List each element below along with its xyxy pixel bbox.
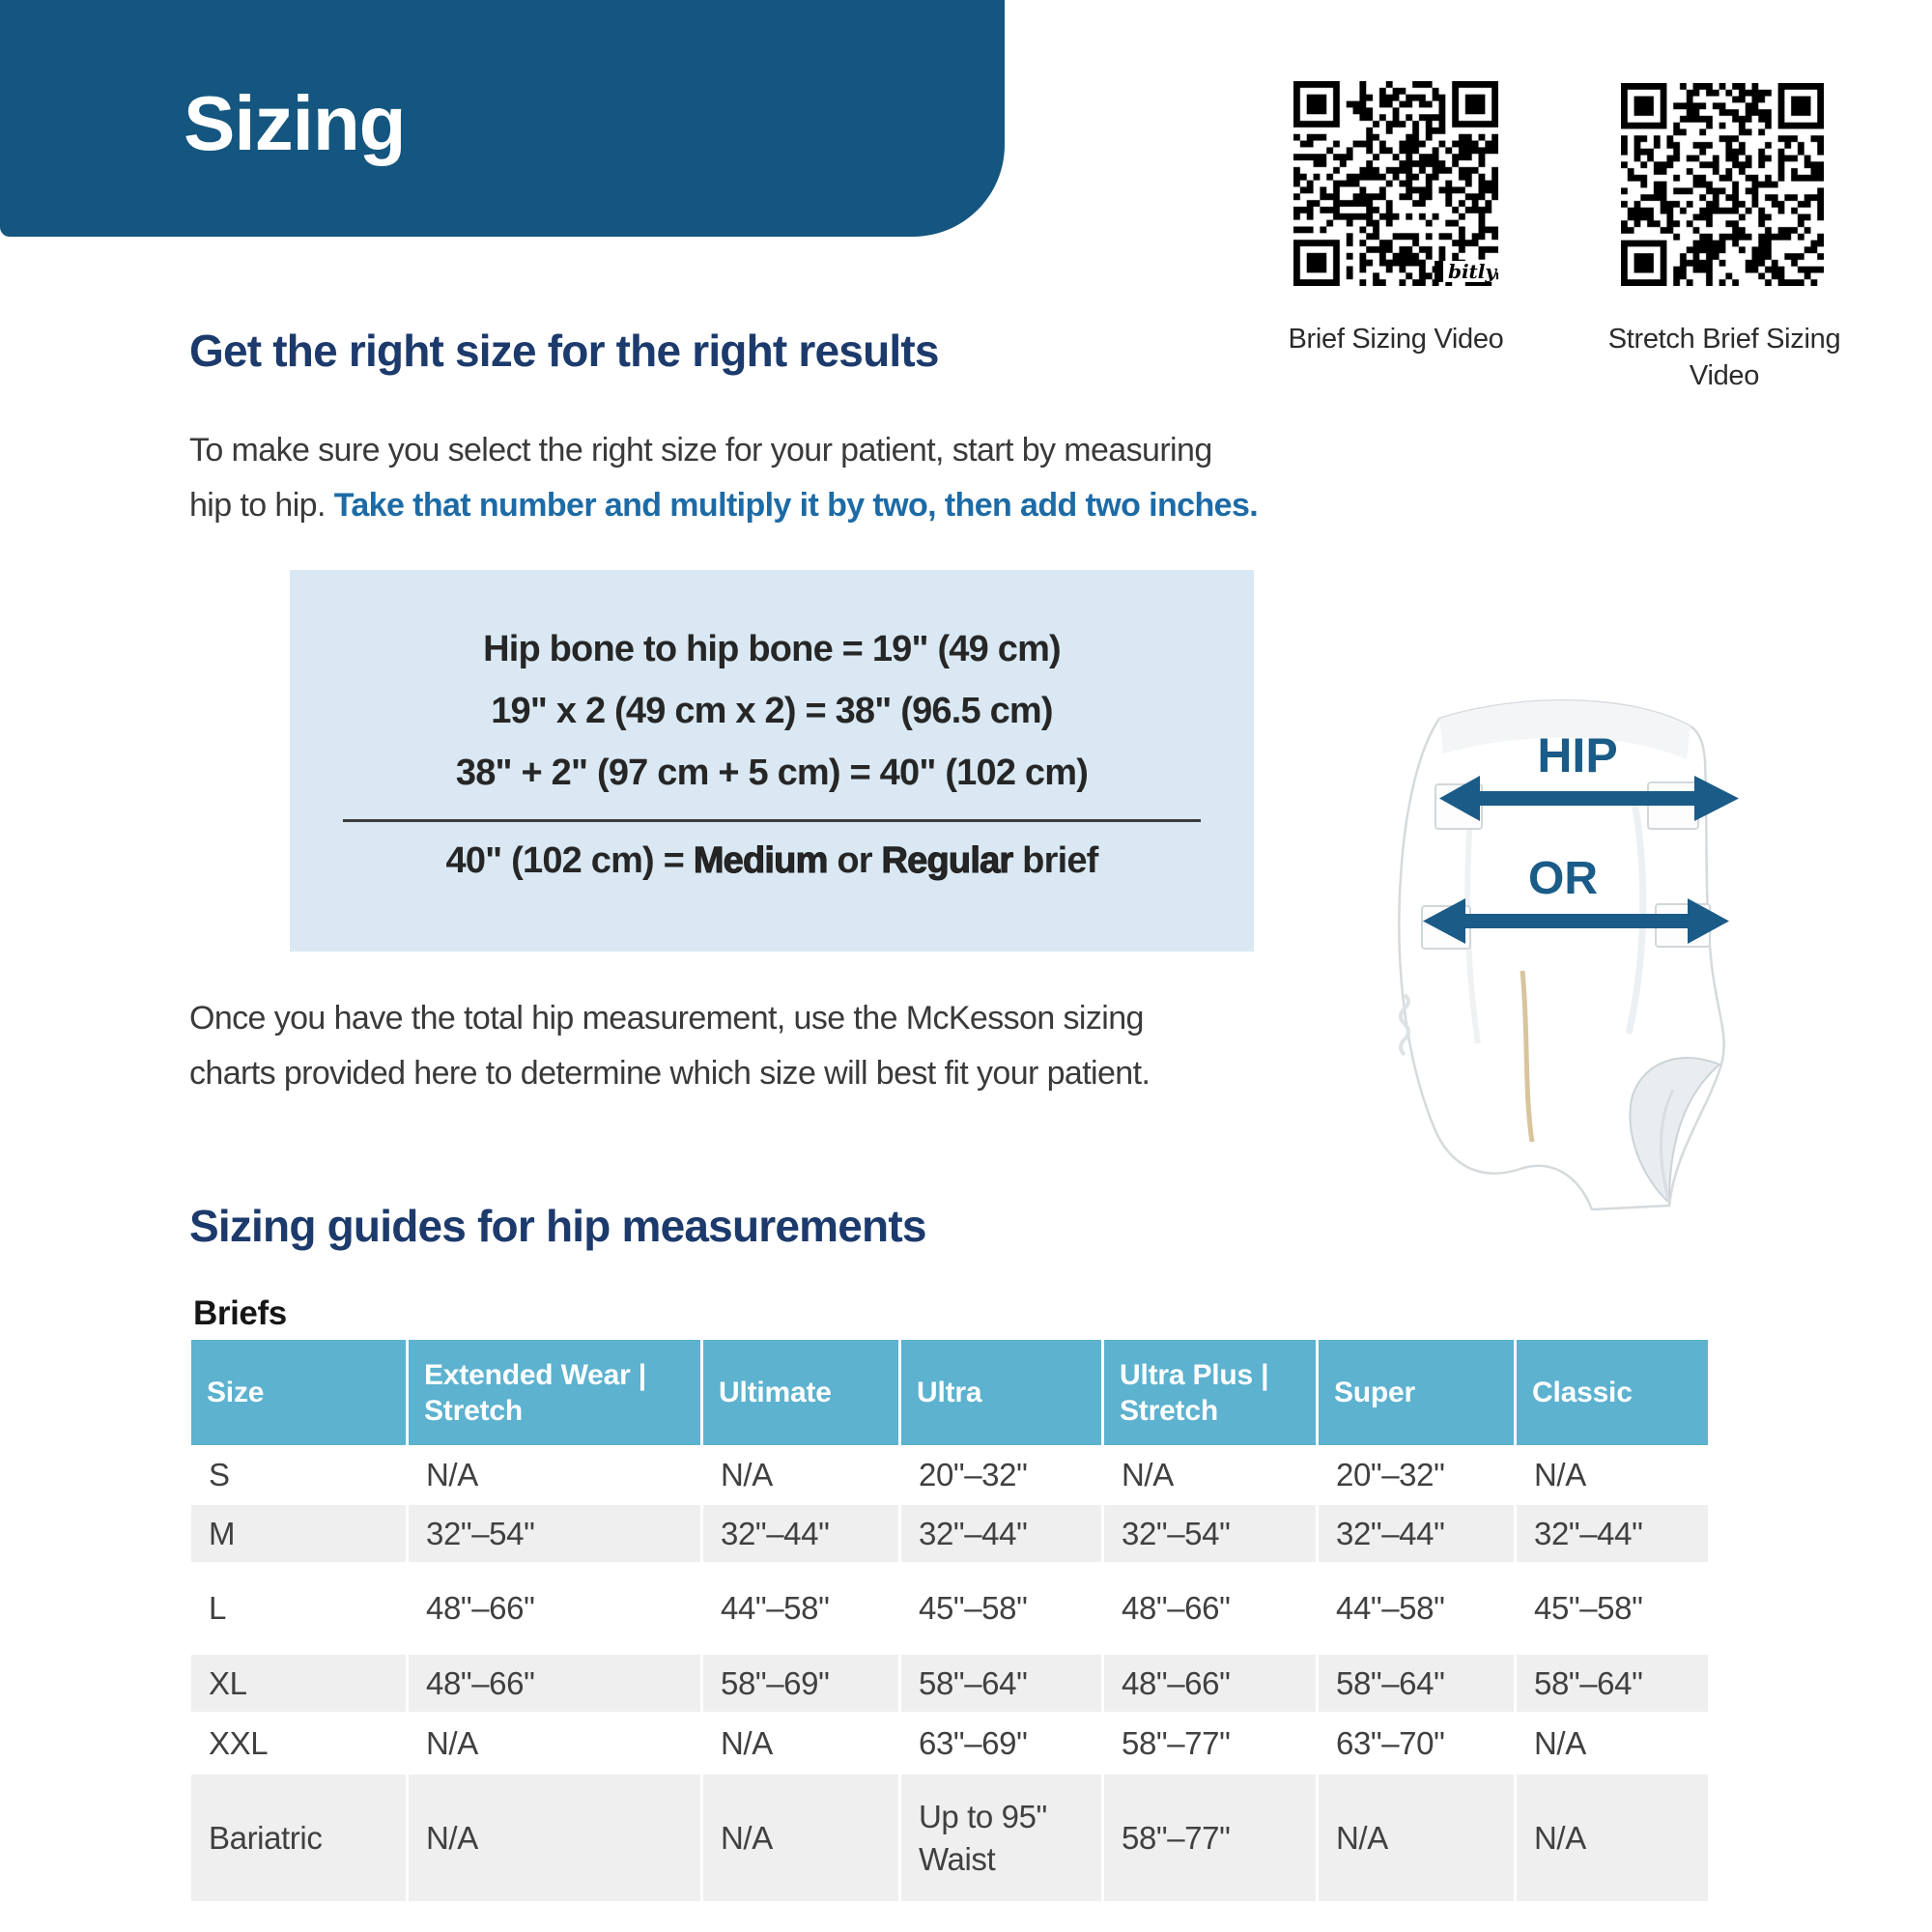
table-cell: N/A [409, 1445, 703, 1505]
table-cell: N/A [1534, 1457, 1586, 1492]
table-row-bariatric [191, 1775, 1708, 1901]
outro-paragraph [189, 991, 1150, 1101]
table-cell: 58"–69" [703, 1655, 901, 1712]
table-cell: N/A [409, 1712, 703, 1775]
calc-result-suffix: brief [1012, 840, 1098, 881]
outro-line-1: Once you have the total hip measurement, use the McKesson sizing [189, 1000, 1144, 1037]
calc-result-regular: Regular [881, 840, 1013, 881]
qr-code-stretch-brief-sizing [1621, 83, 1824, 286]
qr-code-brief-sizing [1293, 81, 1498, 286]
qr-code-image [1293, 81, 1498, 286]
table-cell: N/A [1319, 1775, 1517, 1901]
table-cell: 32"–44" [703, 1505, 901, 1562]
table-cell: N/A [703, 1712, 901, 1775]
size-cell: XXL [191, 1712, 409, 1775]
size-cell: S [191, 1445, 409, 1505]
outro-line-2: charts provided here to determine which size will best fit your patient. [189, 1055, 1151, 1092]
calc-line-1: Hip bone to hip bone = 19" (49 cm) [483, 629, 1061, 669]
table-cell: N/A [1104, 1445, 1319, 1505]
table-cell: N/A [1534, 1819, 1586, 1856]
table-cell: N/A [409, 1775, 703, 1901]
calc-divider [343, 819, 1201, 822]
intro-line-1: To make sure you select the right size for your patient, start by measuring [189, 432, 1212, 469]
table-cell: 32"–54" [409, 1505, 703, 1562]
or-label: OR [1528, 853, 1598, 904]
qr-code-image [1621, 83, 1824, 286]
table-cell: 63"–70" [1319, 1712, 1517, 1775]
table-cell: 48"–66" [1104, 1655, 1319, 1712]
table-header-row [191, 1340, 1708, 1445]
page-title: Sizing [184, 80, 406, 166]
calc-result-or: or [827, 840, 882, 881]
hip-label: HIP [1537, 728, 1618, 782]
table-cell: 58"–64" [901, 1655, 1104, 1712]
size-cell: L [191, 1562, 409, 1655]
size-cell: XL [191, 1655, 409, 1712]
calc-result-line [290, 836, 1254, 886]
table-row-xl [191, 1655, 1708, 1712]
column-header-extended-wear-stretch: Extended Wear | Stretch [409, 1340, 703, 1445]
table-cell: 58"–77" [1104, 1775, 1319, 1901]
table-cell: 20"–32" [1319, 1445, 1517, 1505]
sizing-table [191, 1340, 1708, 1901]
calc-result-prefix: 40" (102 cm) = [445, 840, 694, 881]
bitly-logo: bitly [1435, 261, 1496, 282]
column-header-ultra: Ultra [901, 1340, 1104, 1445]
table-cell: 32"–44" [1534, 1515, 1643, 1551]
qr-label-brief-sizing: Brief Sizing Video [1288, 324, 1504, 355]
table-cell: 44"–58" [1319, 1562, 1517, 1655]
header-banner [0, 0, 1005, 237]
size-cell: Bariatric [191, 1775, 409, 1901]
table-row-s [191, 1445, 1708, 1505]
column-header-super: Super [1319, 1340, 1517, 1445]
table-cell: 48"–66" [409, 1655, 703, 1712]
table-row-m [191, 1505, 1708, 1562]
intro-line-2 [189, 478, 1258, 533]
table-cell: 48"–66" [1104, 1562, 1319, 1655]
table-cell: 58"–64" [1319, 1655, 1517, 1712]
intro-paragraph [189, 423, 1258, 533]
table-cell: 58"–64" [1534, 1664, 1643, 1701]
table-cell: 45"–58" [901, 1562, 1104, 1655]
brief-illustration [1379, 676, 1758, 1217]
calculation-example-box [290, 570, 1254, 952]
table-cell: N/A [1534, 1724, 1586, 1761]
table-cell: 58"–77" [1104, 1712, 1319, 1775]
intro-heading: Get the right size for the right results [189, 326, 939, 376]
calc-line-3: 38" + 2" (97 cm + 5 cm) = 40" (102 cm) [455, 753, 1089, 793]
table-cell: 32"–54" [1104, 1505, 1319, 1562]
column-header-ultra-plus-stretch: Ultra Plus | Stretch [1104, 1340, 1319, 1445]
table-cell: 44"–58" [703, 1562, 901, 1655]
table-cell: Up to 95" Waist [901, 1775, 1104, 1901]
column-header-ultimate: Ultimate [703, 1340, 901, 1445]
table-row-l [191, 1562, 1708, 1655]
intro-line-2-regular: hip to hip. [189, 487, 334, 524]
calc-line-2: 19" x 2 (49 cm x 2) = 38" (96.5 cm) [491, 691, 1053, 731]
table-title: Briefs [193, 1294, 287, 1332]
table-cell: 32"–44" [1319, 1505, 1517, 1562]
qr-label-stretch-brief-sizing: Stretch Brief Sizing Video [1607, 324, 1841, 391]
table-cell: N/A [703, 1775, 901, 1901]
size-cell: M [191, 1505, 409, 1562]
intro-line-2-bold: Take that number and multiply it by two, then add two inches. [333, 487, 1259, 524]
column-header-classic: Classic [1532, 1377, 1633, 1408]
table-row-xxl [191, 1712, 1708, 1775]
column-header-size: Size [191, 1340, 409, 1445]
calc-result-medium: Medium [693, 840, 828, 881]
guide-heading: Sizing guides for hip measurements [189, 1201, 926, 1251]
table-cell: 45"–58" [1534, 1590, 1643, 1626]
table-cell: N/A [703, 1445, 901, 1505]
table-cell: 20"–32" [901, 1445, 1104, 1505]
calculation-lines [290, 570, 1254, 804]
table-cell: 63"–69" [901, 1712, 1104, 1775]
table-cell: 48"–66" [409, 1562, 703, 1655]
table-cell: 32"–44" [901, 1505, 1104, 1562]
brief-measurement-diagram [1379, 676, 1758, 1217]
